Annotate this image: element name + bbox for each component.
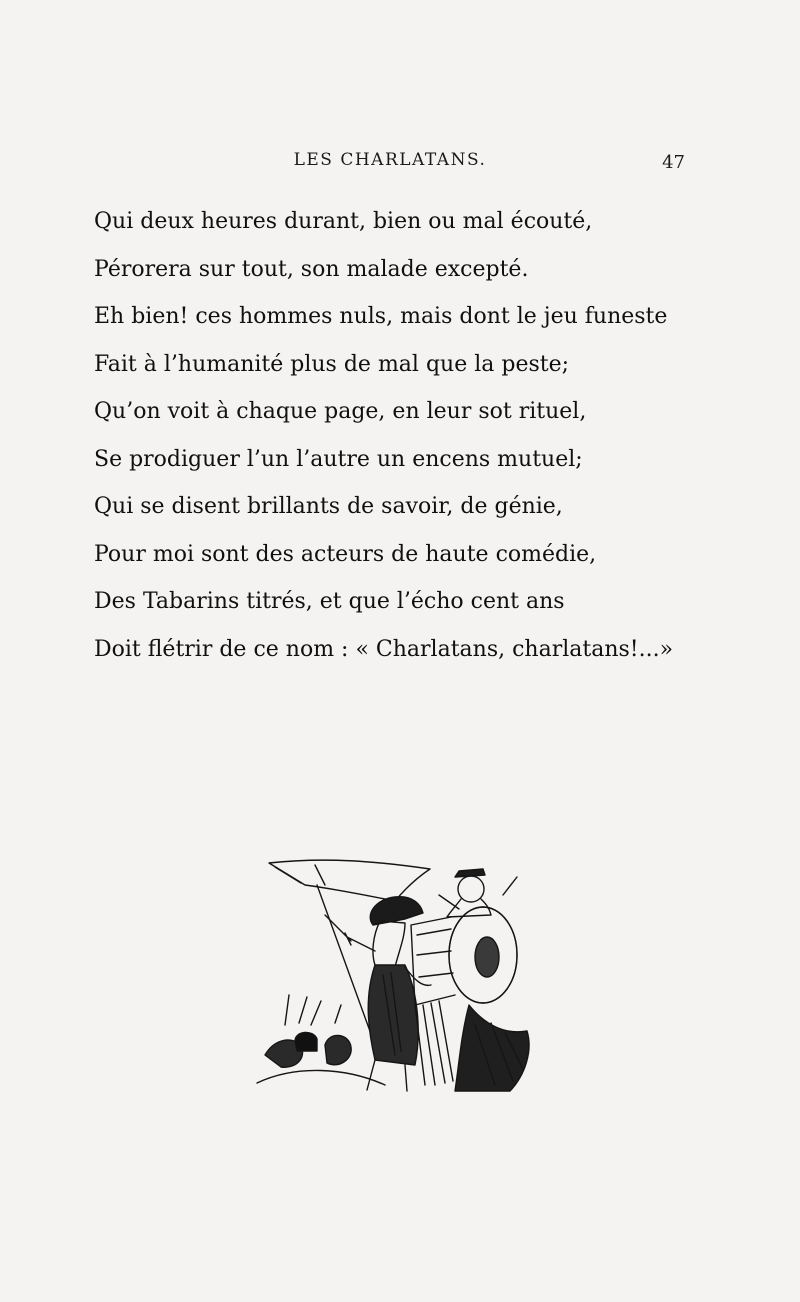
verse-line: Eh bien! ces hommes nuls, mais dont le jeu funeste (94, 304, 668, 329)
verse-block (94, 198, 714, 673)
page-number: 47 (662, 152, 685, 173)
verse-line: Qui deux heures durant, bien ou mal écouté, (94, 209, 593, 234)
running-title: LES CHARLATANS. (293, 150, 487, 170)
charlatan-drummer-engraving-icon (255, 855, 540, 1095)
verse-line: Qu’on voit à chaque page, en leur sot rituel, (94, 399, 587, 424)
verse-line: Pérorera sur tout, son malade excepté. (94, 256, 529, 282)
verse-line: Des Tabarins titrés, et que l’écho cent ans (94, 589, 565, 614)
verse-line: Qui se disent brillants de savoir, de génie, (94, 494, 563, 519)
verse-line: Se prodiguer l’un l’autre un encens mutuel; (94, 446, 583, 472)
verse-line: Doit flétrir de ce nom : « Charlatans, charlatans!...» (94, 636, 674, 662)
verse-line: Fait à l’humanité plus de mal que la peste; (94, 351, 570, 377)
verse-line: Pour moi sont des acteurs de haute comédie, (94, 541, 597, 567)
page-header (95, 150, 685, 180)
